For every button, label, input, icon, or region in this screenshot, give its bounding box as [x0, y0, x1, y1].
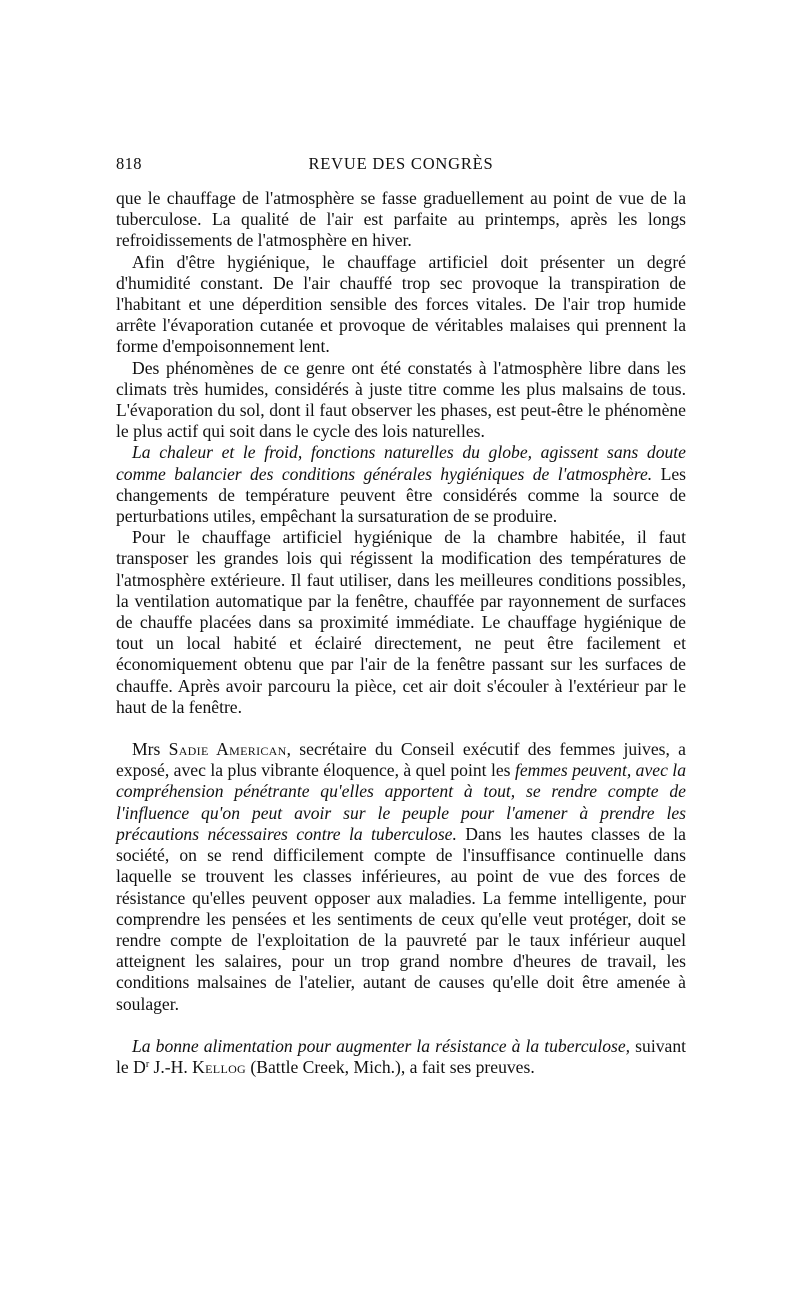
paragraph-4-text: Les changements de température peuvent être considérés comme la source de perturbations utiles, empêchant la sursaturation de se produire.	[116, 463, 686, 527]
paragraph-6-text-a: , secrétaire du Conseil exécutif des femmes juives, a exposé, avec la plus vibrante éloquence, à quel point les	[116, 739, 686, 781]
paragraph-7-text-b: J.-H.	[149, 1056, 193, 1077]
paragraph-7-sup: r	[145, 1058, 150, 1070]
paragraph-4-italic: La chaleur et le froid, fonctions naturelles du globe, agissent sans doute comme balancier des conditions générales hygiéniques de l'atmosphère.	[116, 442, 686, 484]
paragraph-4	[116, 442, 686, 527]
paragraph-7-text-a: suivant le D	[116, 1035, 686, 1077]
body-text	[116, 188, 686, 1078]
paragraph-6	[116, 739, 686, 1015]
paragraph-6-italic: femmes peuvent, avec la compréhension pénétrante qu'elles apportent à tout, se rendre compte de l'influence qu'on peut avoir sur le peuple pour l'amener à prendre les précautions nécessaires contre la tuberculose.	[116, 760, 686, 844]
paragraph-7-text-c: (Battle Creek, Mich.), a fait ses preuves.	[246, 1056, 535, 1077]
paragraph-7-italic: La bonne alimentation pour augmenter la résistance à la tuberculose,	[132, 1035, 631, 1056]
running-title: REVUE DES CONGRÈS	[308, 154, 494, 173]
paragraph-3: Des phénomènes de ce genre ont été constatés à l'atmosphère libre dans les climats très humides, considérés à juste titre comme les plus malsains de tous. L'évaporation du sol, dont il faut observer les phases, est peut-être le phénomène le plus actif qui soit dans le cycle des lois naturelles.	[116, 357, 686, 442]
paragraph-7	[116, 1036, 686, 1078]
paragraph-6-text-b: Dans les hautes classes de la société, on se rend difficilement compte de l'insuffisance continuelle dans laquelle se trouvent les classes inférieures, au point de vue des forces de résistance qu'elles peuvent opposer aux maladies. La femme intelligente, pour comprendre les pensées et les sentiments de ceux qu'elle veut protéger, doit se rendre compte de l'exploitation de la pauvreté par le taux inférieur auquel atteignent les salaires, pour un trop grand nombre d'heures de travail, les conditions malsaines de l'atelier, autant de causes qu'elle doit être amenée à soulager.	[116, 823, 686, 1014]
page-header	[116, 154, 686, 176]
paragraph-2: Afin d'être hygiénique, le chauffage artificiel doit présenter un degré d'humidité constant. De l'air chauffé trop sec provoque la transpiration de l'habitant et une déperdition sensible des forces vitales. De l'air trop humide arrête l'évaporation cutanée et provoque de véritables malaises qui prennent la forme d'empoisonnement lent.	[116, 251, 686, 357]
author-name: Kellog	[192, 1056, 246, 1077]
paragraph-6-title: Mrs	[132, 739, 169, 760]
paragraph-1: que le chauffage de l'atmosphère se fasse graduellement au point de vue de la tuberculose. La qualité de l'air est parfaite au printemps, après les longs refroidissements de l'atmosphère en hiver.	[116, 188, 686, 251]
speaker-name: Sadie American	[168, 739, 287, 760]
page-number: 818	[116, 154, 142, 173]
paragraph-5: Pour le chauffage artificiel hygiénique de la chambre habitée, il faut transposer les grandes lois qui régissent la modification des températures de l'atmosphère extérieure. Il faut utiliser, dans les meilleures conditions possibles, la ventilation automatique par la fenêtre, chauffée par rayonnement de surfaces de chauffe placées dans sa proximité immédiate. Le chauffage hygiénique de tout un local habité et éclairé directement, ne peut être facilement et économiquement obtenu que par l'air de la fenêtre passant sur les surfaces de chauffe. Après avoir parcouru la pièce, cet air doit s'écouler à l'extérieur par le haut de la fenêtre.	[116, 527, 686, 717]
